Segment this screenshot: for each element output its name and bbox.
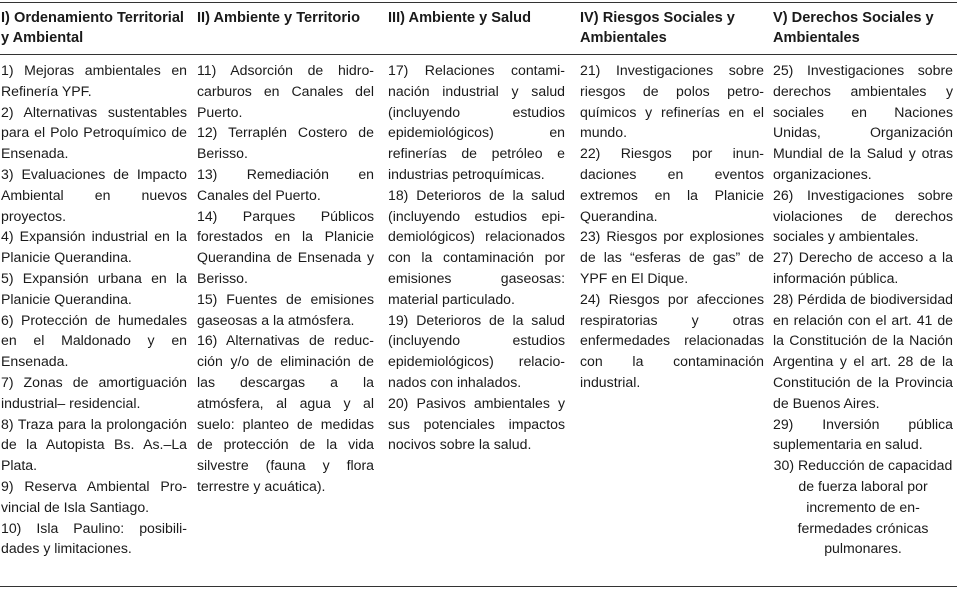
list-item: 17) Relaciones contaminación industrial y salud (incluyendo estudios epidemiológicos) en refinerías de petróleo e industrias petroquímicas. <box>388 62 565 182</box>
list-item: 29) Inversión pública suplementaria en salud. <box>773 415 953 453</box>
list-item: 1) Mejoras ambientales en Refinería YPF. <box>1 62 187 99</box>
table-top-rule <box>0 2 957 3</box>
list-item: 7) Zonas de amortiguación industrial– residencial. <box>1 373 187 411</box>
list-item: 14) Parques Públicos forestados en la Planicie Querandina de Ensenada y Berisso. <box>197 207 374 286</box>
column-ordenamiento-territorial <box>1 8 187 559</box>
column-body <box>1 60 187 559</box>
list-item: 10) Isla Paulino: posibilidades y limitaciones. <box>1 519 187 557</box>
list-item: 8) Traza para la prolongación de la Autopista Bs. As.–La Plata. <box>1 415 187 474</box>
column-heading: V) Derechos Sociales y Ambientales <box>773 10 934 46</box>
list-item: 25) Investigaciones sobre derechos ambientales y sociales en Naciones Unidas, Organización Mundial de la Salud y otras organizaciones. <box>773 62 953 182</box>
list-item: 18) Deterioros de la salud (incluyendo estudios epidemiológicos) relacionados con la contaminación por emisiones gaseosas: material particulado. <box>388 186 565 307</box>
list-item: 6) Protección de humedales en el Maldonado y en Ensenada. <box>1 311 187 370</box>
column-ambiente-salud <box>388 8 565 455</box>
list-item: 22) Riesgos por inundaciones en eventos extremos en la Planicie Querandina. <box>580 145 764 224</box>
column-body <box>580 60 764 393</box>
list-item: 15) Fuentes de emisiones gaseosas a la atmósfera. <box>197 290 374 328</box>
list-item: 19) Deterioros de la salud (incluyendo estudios epidemiológicos) relacionados con inhalados. <box>388 311 565 390</box>
list-item: 3) Evaluaciones de Impacto Ambiental en nuevos proyectos. <box>1 165 187 224</box>
column-heading: I) Ordenamiento Territorial y Ambiental <box>1 10 184 46</box>
list-item: 28) Pérdida de biodiversidad en relación con el art. 41 de la Constitución de la Nación Argentina y el art. 28 de la Constitución de la Provincia de Buenos Aires. <box>773 290 953 411</box>
column-heading: IV) Riesgos Sociales y Ambientales <box>580 10 735 46</box>
column-body <box>388 60 565 455</box>
list-item: 5) Expansión urbana en la Planicie Querandina. <box>1 269 187 307</box>
column-body <box>773 60 953 559</box>
column-heading: III) Ambiente y Salud <box>388 10 531 26</box>
list-item: 23) Riesgos por explosiones de las “esferas de gas” de YPF en El Dique. <box>580 228 764 286</box>
list-item: 9) Reserva Ambiental Provincial de Isla Santiago. <box>1 477 187 515</box>
column-body <box>197 60 374 497</box>
list-item: 16) Alternativas de reducción y/o de eliminación de las descargas a la atmósfera, al agua y al suelo: planteo de medidas de protección de la vida silvestre (fauna y flora terrestre y acuática). <box>197 332 374 494</box>
list-item: 21) Investigaciones sobre riesgos de polos petroquímicos y refinerías en el mundo. <box>580 62 764 141</box>
column-heading: II) Ambiente y Territorio <box>197 10 360 26</box>
column-riesgos-sociales <box>580 8 764 393</box>
list-item: 27) Derecho de acceso a la información pública. <box>773 249 953 286</box>
list-item: 30) Reducción de capacidad de fuerza laboral por incremento de enfermedades crónicas pulmonares. <box>773 457 953 557</box>
column-derechos-sociales <box>773 8 953 559</box>
list-item: 4) Expansión industrial en la Planicie Querandina. <box>1 228 187 266</box>
list-item: 11) Adsorción de hidrocarburos en Canales del Puerto. <box>197 62 374 120</box>
list-item: 12) Terraplén Costero de Berisso. <box>197 124 374 162</box>
list-item: 24) Riesgos por afecciones respiratorias y otras enfermedades relacionadas con la contaminación industrial. <box>580 290 764 390</box>
table-bottom-rule <box>0 586 957 587</box>
list-item: 20) Pasivos ambientales y sus potenciales impactos nocivos sobre la salud. <box>388 394 565 453</box>
list-item: 26) Investigaciones sobre violaciones de derechos sociales y ambientales. <box>773 186 953 245</box>
list-item: 2) Alternativas sustentables para el Polo Petroquímico de Ensenada. <box>1 103 187 162</box>
list-item: 13) Remediación en Canales del Puerto. <box>197 165 374 203</box>
column-ambiente-territorio <box>197 8 374 497</box>
